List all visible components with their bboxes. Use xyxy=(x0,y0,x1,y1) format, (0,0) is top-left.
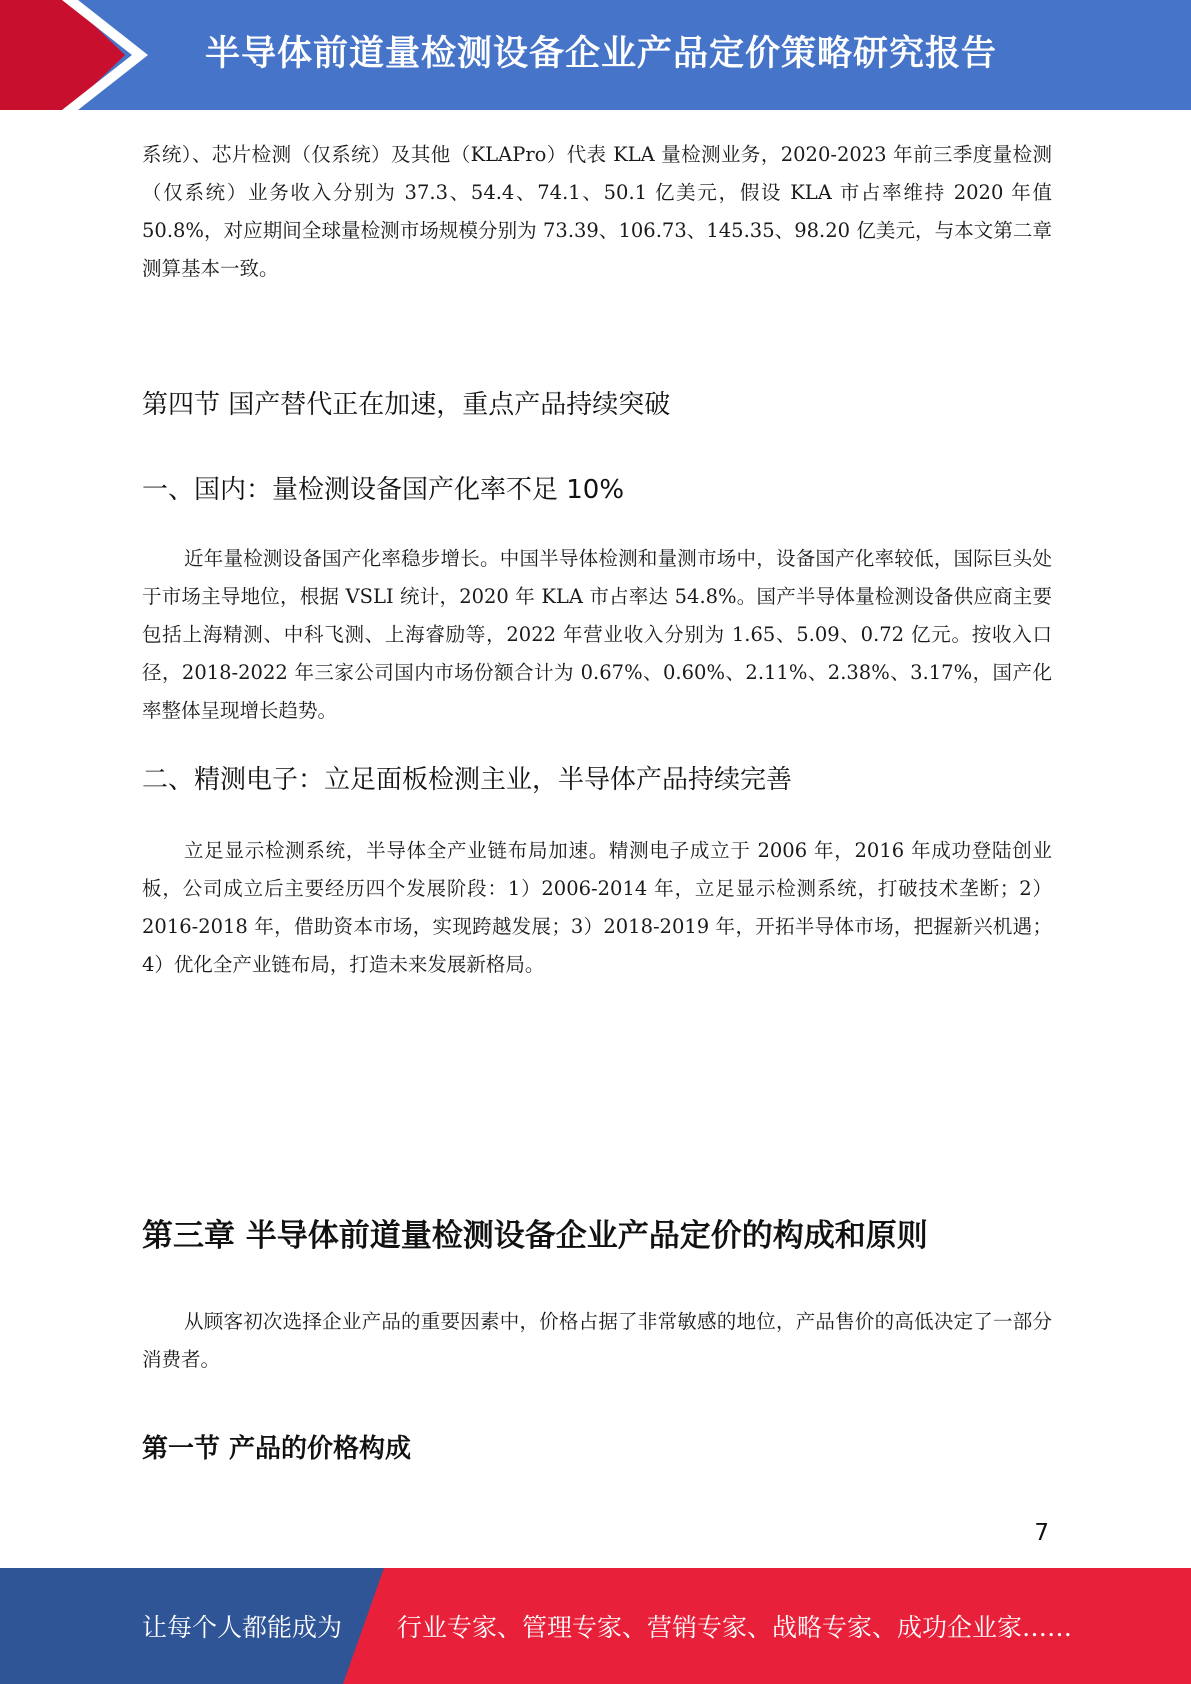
chapter3-paragraph: 从顾客初次选择企业产品的重要因素中，价格占据了非常敏感的地位，产品售价的高低决定了一部分消费者。 xyxy=(142,1310,1052,1371)
subsection2-paragraph: 立足显示检测系统，半导体全产业链布局加速。精测电子成立于 2006 年，2016 年成功登陆创业板，公司成立后主要经历四个发展阶段：1）2006-2014 年，立足显示检测系统，打破技术垄断；2）2016-2018 年，借助资本市场，实现跨越发展；3）2018-2019 年，开拓半导体市场，把握新兴机遇；4）优化全产业链布局，打造未来发展新格局。 xyxy=(142,839,1052,976)
report-title: 半导体前道量检测设备企业产品定价策略研究报告 xyxy=(205,34,998,74)
header-arrow-decoration xyxy=(0,0,150,110)
section1-heading: 第一节 产品的价格构成 xyxy=(142,1434,412,1464)
intro-paragraph: 系统）、芯片检测（仅系统）及其他（KLAPro）代表 KLA 量检测业务，2020-2023 年前三季度量检测（仅系统）业务收入分别为 37.3、54.4、74.1、50.1 亿美元，假设 KLA 市占率维持 2020 年值50.8%，对应期间全球量检测市场规模分别为 73.39、106.73、145.35、98.20 亿美元，与本文第二章测算基本一致。 xyxy=(142,143,1052,280)
footer-slogan-left: 让每个人都能成为 xyxy=(142,1613,343,1642)
header-banner xyxy=(0,0,1191,110)
subsection1-paragraph: 近年量检测设备国产化率稳步增长。中国半导体检测和量测市场中，设备国产化率较低，国际巨头处于市场主导地位，根据 VSLI 统计，2020 年 KLA 市占率达 54.8%。国产半导体量检测设备供应商主要包括上海精测、中科飞测、上海睿励等，2022 年营业收入分别为 1.65、5.09、0.72 亿元。按收入口径，2018-2022 年三家公司国内市场份额合计为 0.67%、0.60%、2.11%、2.38%、3.17%，国产化率整体呈现增长趋势。 xyxy=(142,547,1052,722)
section4-heading: 第四节 国产替代正在加速，重点产品持续突破 xyxy=(142,390,671,420)
subsection1-heading: 一、国内：量检测设备国产化率不足 10% xyxy=(142,475,625,505)
page-number: 7 xyxy=(1034,1520,1049,1546)
footer-slogan-right: 行业专家、管理专家、营销专家、战略专家、成功企业家…… xyxy=(397,1613,1073,1642)
chapter3-heading: 第三章 半导体前道量检测设备企业产品定价的构成和原则 xyxy=(142,1218,928,1254)
subsection2-heading: 二、精测电子：立足面板检测主业，半导体产品持续完善 xyxy=(142,765,793,795)
footer-banner xyxy=(0,1568,1191,1684)
